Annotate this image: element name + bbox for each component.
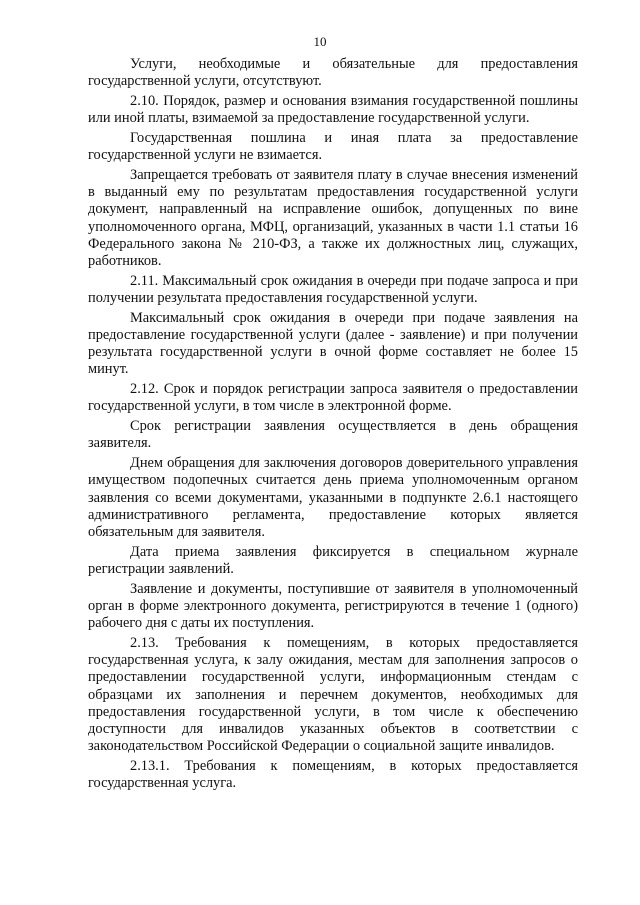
paragraph: Срок регистрации заявления осуществляется в день обращения заявителя.: [88, 418, 578, 452]
paragraph: Запрещается требовать от заявителя плату в случае внесения изменений в выданный ему по результатам предоставления государственной услуги документ, направленный на исправление ошибок, допущенных по вине уполномоченного органа, МФЦ, организаций, указанных в части 1.1 статьи 16 Федерального закона № 210-ФЗ, а также их должностных лиц, служащих, работников.: [88, 167, 578, 270]
paragraph: 2.12. Срок и порядок регистрации запроса заявителя о предоставлении государственной услуги, в том числе в электронной форме.: [88, 381, 578, 415]
paragraph: 2.10. Порядок, размер и основания взимания государственной пошлины или иной платы, взимаемой за предоставление государственной услуги.: [88, 93, 578, 127]
page-number: 10: [313, 34, 327, 49]
paragraph: Услуги, необходимые и обязательные для предоставления государственной услуги, отсутствуют.: [88, 56, 578, 90]
paragraph: Максимальный срок ожидания в очереди при подаче заявления на предоставление государственной услуги (далее - заявление) и при получении результата государственной услуги в очной форме составляет не более 15 минут.: [88, 309, 578, 378]
paragraph: 2.11. Максимальный срок ожидания в очереди при подаче запроса и при получении результата предоставления государственной услуги.: [88, 272, 578, 307]
paragraph: Заявление и документы, поступившие от заявителя в уполномоченный орган в форме электронного документа, регистрируются в течение 1 (одного) рабочего дня с даты их поступления.: [88, 580, 578, 632]
paragraph: Дата приема заявления фиксируется в специальном журнале регистрации заявлений.: [88, 543, 578, 578]
paragraph: Днем обращения для заключения договоров доверительного управления имуществом подопечных считается день приема уполномоченным органом заявления со всеми документами, указанными в подпункте 2.6.1 настоящего административного регламента, предоставление которых является обязательным для заявителя.: [88, 455, 578, 541]
paragraph: Государственная пошлина и иная плата за предоставление государственной услуги не взимается.: [88, 130, 578, 164]
document-body: [88, 56, 578, 795]
paragraph: 2.13. Требования к помещениям, в которых предоставляется государственная услуга, к залу ожидания, местам для заполнения запросов о предоставлении государственной услуги, информационным стендам с образцами их заполнения и перечнем документов, необходимых для предоставления государственной услуги, в том числе к обеспечению доступности для инвалидов указанных объектов в соответствии с законодательством Российской Федерации о социальной защите инвалидов.: [88, 635, 578, 755]
paragraph: 2.13.1. Требования к помещениям, в которых предоставляется государственная услуга.: [88, 758, 578, 792]
